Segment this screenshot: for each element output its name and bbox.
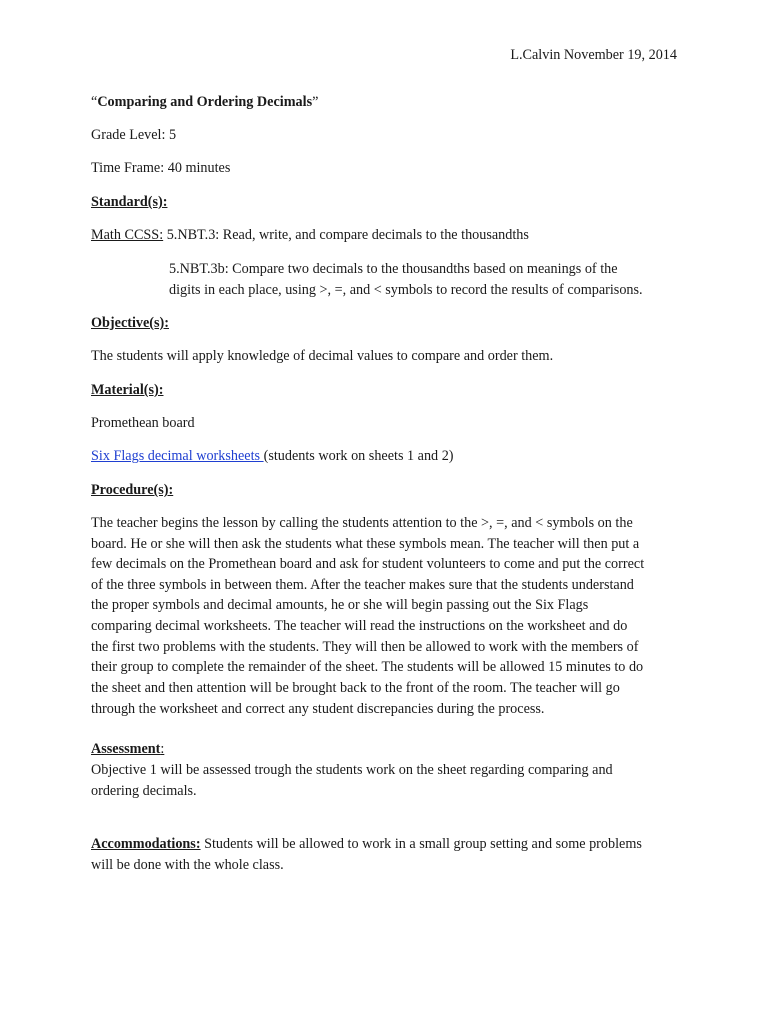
assessment-colon: : (160, 741, 165, 757)
material-item-promethean: Promethean board (91, 415, 195, 431)
title-text: Comparing and Ordering Decimals (97, 94, 313, 110)
worksheets-note: (students work on sheets 1 and 2) (263, 448, 454, 464)
procedure-line: of the three symbols in between them. After the teacher makes sure that the students understand (91, 577, 634, 593)
accommodations-line-2: will be done with the whole class. (91, 857, 284, 873)
materials-heading: Material(s): (91, 382, 164, 398)
nbt3b-line-2: digits in each place, using >, =, and < symbols to record the results of comparisons. (169, 282, 643, 298)
assessment-line-1: Objective 1 will be assessed trough the students work on the sheet regarding comparing and (91, 762, 613, 778)
math-ccss-line (91, 227, 529, 244)
assessment-heading: Assessment (91, 741, 161, 757)
standards-heading: Standard(s): (91, 194, 168, 210)
material-item-worksheets (91, 448, 454, 465)
nbt3-text: 5.NBT.3: Read, write, and compare decimals to the thousandths (163, 227, 529, 243)
procedure-line: board. He or she will then ask the students what these symbols mean. The teacher will then put a (91, 536, 640, 552)
procedure-heading: Procedure(s): (91, 482, 174, 498)
time-frame: Time Frame: 40 minutes (91, 160, 231, 176)
assessment-line-2: ordering decimals. (91, 783, 197, 799)
objectives-text: The students will apply knowledge of decimal values to compare and order them. (91, 348, 554, 364)
procedure-line: through the worksheet and correct any student discrepancies during the process. (91, 701, 545, 717)
math-ccss-label: Math CCSS: (91, 227, 164, 243)
procedure-line: the first two problems with the students. They will then be allowed to work with the members of (91, 639, 639, 655)
accommodations-text: Students will be allowed to work in a small group setting and some problems (200, 836, 642, 852)
procedure-line: their group to complete the remainder of the sheet. The students will be allowed 15 minutes to do (91, 659, 644, 675)
grade-level: Grade Level: 5 (91, 127, 177, 143)
lesson-title (91, 94, 318, 111)
procedure-line: few decimals on the Promethean board and ask for student volunteers to come and put the correct (91, 556, 645, 572)
procedure-line: The teacher begins the lesson by calling the students attention to the >, =, and < symbols on the (91, 515, 633, 531)
procedure-line: the sheet and then attention will be brought back to the front of the room. The teacher will go (91, 680, 620, 696)
six-flags-worksheets-link[interactable]: Six Flags decimal worksheets (91, 448, 264, 464)
accommodations-line-1 (91, 836, 642, 853)
author-date: L.Calvin November 19, 2014 (510, 47, 677, 63)
assessment-heading-line (91, 741, 164, 758)
title-open-quote: “ (91, 94, 98, 110)
objectives-heading: Objective(s): (91, 315, 169, 331)
title-close-quote: ” (312, 94, 319, 110)
procedure-line: comparing decimal worksheets. The teacher will read the instructions on the worksheet and do (91, 618, 628, 634)
nbt3b-line-1: 5.NBT.3b: Compare two decimals to the thousandths based on meanings of the (169, 261, 618, 277)
accommodations-heading: Accommodations: (91, 836, 201, 852)
procedure-line: the proper symbols and decimal amounts, he or she will begin passing out the Six Flags (91, 597, 589, 613)
